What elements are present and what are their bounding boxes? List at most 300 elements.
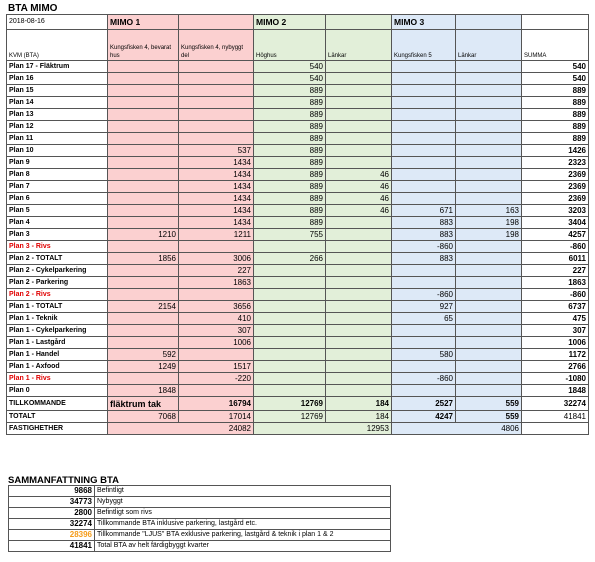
cell-c5: [392, 85, 456, 97]
cell-sum: 1172: [522, 349, 589, 361]
cell-c5: [392, 133, 456, 145]
cell-c6: [456, 277, 522, 289]
cell-c5: [392, 193, 456, 205]
cell-c5: -860: [392, 241, 456, 253]
cell-c5: [392, 145, 456, 157]
cell-sum: 2766: [522, 361, 589, 373]
cell-c2: 307: [179, 325, 254, 337]
row-label: TILLKOMMANDE: [7, 397, 108, 411]
group-mimo2: MIMO 2: [254, 15, 326, 30]
summary-row: [9, 519, 391, 530]
table-row: [7, 109, 589, 121]
cell-c6: 198: [456, 229, 522, 241]
cell-c2: [179, 85, 254, 97]
cell-c2: 227: [179, 265, 254, 277]
table-row: [7, 289, 589, 301]
tillkommande-row: [7, 397, 589, 411]
cell-c2: 537: [179, 145, 254, 157]
cell-c1: [108, 205, 179, 217]
row-label: Plan 2 - Rivs: [7, 289, 108, 301]
cell-sum: 6011: [522, 253, 589, 265]
cell-c1: [108, 337, 179, 349]
cell-c5: [392, 109, 456, 121]
table-row: [7, 325, 589, 337]
cell-empty: [522, 423, 589, 435]
cell-c4: [326, 133, 392, 145]
group-mimo3: MIMO 3: [392, 15, 456, 30]
cell-c4: [326, 361, 392, 373]
summary-value: 9868: [9, 486, 95, 497]
cell-c1: [108, 121, 179, 133]
cell-c2: [179, 121, 254, 133]
cell-sum: 889: [522, 109, 589, 121]
cell-sum: 475: [522, 313, 589, 325]
cell-c6: [456, 133, 522, 145]
cell-c6: [456, 157, 522, 169]
table-row: [7, 133, 589, 145]
group-mimo1: MIMO 1: [108, 15, 179, 30]
cell-c1: 1848: [108, 385, 179, 397]
table-row: [7, 205, 589, 217]
table-row: [7, 253, 589, 265]
row-label: Plan 1 - TOTALT: [7, 301, 108, 313]
fastigheter-row: [7, 423, 589, 435]
cell-c5: 65: [392, 313, 456, 325]
cell-c1: [108, 277, 179, 289]
summary-value: 34773: [9, 497, 95, 508]
cell-c6: [456, 385, 522, 397]
table-row: [7, 169, 589, 181]
cell-c6: [456, 301, 522, 313]
cell-c6: [456, 325, 522, 337]
cell-c3: 540: [254, 61, 326, 73]
cell-c5: 4247: [392, 411, 456, 423]
row-label: Plan 7: [7, 181, 108, 193]
table-row: [7, 181, 589, 193]
row-label: Plan 16: [7, 73, 108, 85]
cell-fastighet-3: 4806: [392, 423, 522, 435]
cell-sum: 1426: [522, 145, 589, 157]
row-label: Plan 2 - TOTALT: [7, 253, 108, 265]
row-label: Plan 1 - Teknik: [7, 313, 108, 325]
cell-c2: 1434: [179, 169, 254, 181]
summary-row: [9, 486, 391, 497]
cell-c2: 1434: [179, 217, 254, 229]
cell-c4: [326, 109, 392, 121]
cell-sum: 3203: [522, 205, 589, 217]
cell-c4: [326, 229, 392, 241]
cell-sum: 2369: [522, 193, 589, 205]
row-label: Plan 5: [7, 205, 108, 217]
cell-c3: 889: [254, 85, 326, 97]
row-label: Plan 17 - Fläktrum: [7, 61, 108, 73]
row-label: FASTIGHETHER: [7, 423, 108, 435]
cell-sum: 889: [522, 121, 589, 133]
cell-c2: [179, 133, 254, 145]
summary-value: 41841: [9, 541, 95, 552]
cell-sum: 227: [522, 265, 589, 277]
cell-sum: 4257: [522, 229, 589, 241]
cell-c4: [326, 217, 392, 229]
cell-c3: [254, 385, 326, 397]
cell-c4: [326, 373, 392, 385]
cell-c6: [456, 97, 522, 109]
cell-c2: -220: [179, 373, 254, 385]
cell-c1: [108, 325, 179, 337]
summary-row: [9, 497, 391, 508]
row-label: Plan 3: [7, 229, 108, 241]
cell-c3: [254, 313, 326, 325]
cell-c1: 1856: [108, 253, 179, 265]
cell-c4: [326, 157, 392, 169]
cell-c1: [108, 193, 179, 205]
column-header-row: [7, 30, 589, 61]
cell-c4: 184: [326, 397, 392, 411]
cell-c4: [326, 73, 392, 85]
cell-c3: [254, 289, 326, 301]
cell-c3: 12769: [254, 411, 326, 423]
cell-c6: [456, 373, 522, 385]
cell-c5: [392, 385, 456, 397]
cell-c3: [254, 265, 326, 277]
cell-c2: 16794: [179, 397, 254, 411]
cell-c4: [326, 325, 392, 337]
cell-c6: [456, 85, 522, 97]
table-row: [7, 337, 589, 349]
cell-c2: [179, 109, 254, 121]
cell-c1: [108, 217, 179, 229]
summary-text: Befintligt som rivs: [95, 508, 391, 519]
row-label: Plan 2 - Parkering: [7, 277, 108, 289]
cell-c2: 1006: [179, 337, 254, 349]
table-row: [7, 73, 589, 85]
cell-c1: [108, 73, 179, 85]
header-c5: Kungsfisken 5: [392, 30, 456, 61]
cell-c6: [456, 169, 522, 181]
cell-c5: [392, 157, 456, 169]
cell-c1: 7068: [108, 411, 179, 423]
header-c4: Länkar: [326, 30, 392, 61]
cell-c6: [456, 265, 522, 277]
cell-c1: [108, 289, 179, 301]
row-label: Plan 14: [7, 97, 108, 109]
cell-c2: [179, 61, 254, 73]
cell-fastighet-2: 12953: [254, 423, 392, 435]
cell-sum: 3404: [522, 217, 589, 229]
cell-c6: [456, 313, 522, 325]
cell-c4: 46: [326, 181, 392, 193]
row-label: Plan 8: [7, 169, 108, 181]
cell-c3: 889: [254, 205, 326, 217]
cell-c6: [456, 253, 522, 265]
cell-c5: 883: [392, 253, 456, 265]
cell-c3: [254, 361, 326, 373]
cell-c6: [456, 241, 522, 253]
cell-c6: 198: [456, 217, 522, 229]
cell-c2: 1434: [179, 193, 254, 205]
cell-c1: [108, 313, 179, 325]
cell-c1: [108, 61, 179, 73]
cell-c6: [456, 145, 522, 157]
cell-c6: 559: [456, 397, 522, 411]
cell-c5: [392, 73, 456, 85]
cell-c5: -860: [392, 289, 456, 301]
cell-c2: [179, 385, 254, 397]
row-label: Plan 13: [7, 109, 108, 121]
cell-c1: 2154: [108, 301, 179, 313]
cell-sum: 1006: [522, 337, 589, 349]
cell-c6: [456, 73, 522, 85]
header-c2: Kungsfisken 4, nybyggt del: [179, 30, 254, 61]
cell-c5: [392, 277, 456, 289]
cell-c2: 1434: [179, 157, 254, 169]
summary-text: Total BTA av helt färdigbyggt kvarter: [95, 541, 391, 552]
table-row: [7, 217, 589, 229]
cell-c1: [108, 157, 179, 169]
cell-c2: 1434: [179, 181, 254, 193]
table-row: [7, 373, 589, 385]
cell-sum: 2369: [522, 169, 589, 181]
cell-c4: [326, 121, 392, 133]
cell-c3: 889: [254, 145, 326, 157]
cell-c2: [179, 97, 254, 109]
header-sum: SUMMA: [522, 30, 589, 61]
row-label: Plan 12: [7, 121, 108, 133]
cell-c1: [108, 97, 179, 109]
cell-sum: 2369: [522, 181, 589, 193]
cell-c6: [456, 361, 522, 373]
cell-c4: [326, 241, 392, 253]
cell-c2: 1517: [179, 361, 254, 373]
cell-c5: [392, 61, 456, 73]
header-c1: Kungsfisken 4, bevarat hus: [108, 30, 179, 61]
cell-c1: [108, 85, 179, 97]
row-label: Plan 2 - Cykelparkering: [7, 265, 108, 277]
cell-c4: [326, 97, 392, 109]
cell-c5: 883: [392, 229, 456, 241]
cell-c1: [108, 265, 179, 277]
cell-c5: 927: [392, 301, 456, 313]
totalt-row: [7, 411, 589, 423]
cell-c3: 889: [254, 157, 326, 169]
table-row: [7, 241, 589, 253]
cell-c5: [392, 325, 456, 337]
summary-row: [9, 541, 391, 552]
cell-c3: 540: [254, 73, 326, 85]
cell-c2: [179, 73, 254, 85]
cell-c2: 1863: [179, 277, 254, 289]
cell-c4: 46: [326, 169, 392, 181]
cell-c5: [392, 181, 456, 193]
cell-c3: [254, 373, 326, 385]
table-row: [7, 61, 589, 73]
summary-text: Befintligt: [95, 486, 391, 497]
cell-c1: [108, 133, 179, 145]
summary-value: 28396: [9, 530, 95, 541]
cell-c5: [392, 361, 456, 373]
cell-sum: 540: [522, 73, 589, 85]
cell-c4: [326, 337, 392, 349]
page-title: BTA MIMO: [8, 3, 58, 14]
table-row: [7, 121, 589, 133]
row-label: Plan 1 - Rivs: [7, 373, 108, 385]
cell-sum: 889: [522, 133, 589, 145]
row-label: Plan 1 - Cykelparkering: [7, 325, 108, 337]
cell-c2: 410: [179, 313, 254, 325]
cell-c3: 889: [254, 133, 326, 145]
row-label: Plan 4: [7, 217, 108, 229]
cell-c1: [108, 181, 179, 193]
cell-c5: [392, 337, 456, 349]
cell-c3: 889: [254, 97, 326, 109]
bta-table: [6, 14, 589, 435]
cell-c3: [254, 301, 326, 313]
cell-c1: 1249: [108, 361, 179, 373]
table-row: [7, 157, 589, 169]
summary-text: Tillkommande BTA inklusive parkering, lastgård etc.: [95, 519, 391, 530]
cell-c6: 163: [456, 205, 522, 217]
cell-c4: [326, 301, 392, 313]
cell-c4: [326, 85, 392, 97]
cell-c6: [456, 289, 522, 301]
cell-c3: [254, 241, 326, 253]
row-label: Plan 1 - Lastgård: [7, 337, 108, 349]
cell-c1: [108, 373, 179, 385]
header-c3: Höghus: [254, 30, 326, 61]
cell-c4: [326, 313, 392, 325]
date-cell: 2018-08-16: [7, 15, 108, 30]
row-label: Plan 0: [7, 385, 108, 397]
cell-sum: 1863: [522, 277, 589, 289]
cell-c2: 3006: [179, 253, 254, 265]
summary-value: 2800: [9, 508, 95, 519]
cell-c1: 1210: [108, 229, 179, 241]
table-row: [7, 85, 589, 97]
cell-c3: [254, 349, 326, 361]
table-row: [7, 229, 589, 241]
summary-text: Nybyggt: [95, 497, 391, 508]
group-header-row: [7, 15, 589, 30]
cell-c3: 889: [254, 193, 326, 205]
cell-c4: [326, 265, 392, 277]
row-label: TOTALT: [7, 411, 108, 423]
row-label: Plan 11: [7, 133, 108, 145]
cell-c5: 883: [392, 217, 456, 229]
summary-value: 32274: [9, 519, 95, 530]
cell-c3: 266: [254, 253, 326, 265]
header-label: KVM (BTA): [7, 30, 108, 61]
table-row: [7, 193, 589, 205]
cell-c3: [254, 337, 326, 349]
cell-c6: [456, 61, 522, 73]
table-row: [7, 361, 589, 373]
cell-sum: 889: [522, 85, 589, 97]
cell-c5: [392, 169, 456, 181]
cell-c6: [456, 109, 522, 121]
cell-c4: [326, 349, 392, 361]
table-row: [7, 301, 589, 313]
table-row: [7, 97, 589, 109]
cell-c4: [326, 145, 392, 157]
cell-c1: [108, 241, 179, 253]
summary-title: SAMMANFATTNING BTA: [8, 475, 119, 486]
cell-sum: 307: [522, 325, 589, 337]
header-c6: Länkar: [456, 30, 522, 61]
cell-c2: [179, 289, 254, 301]
cell-c6: [456, 181, 522, 193]
cell-c1: [108, 169, 179, 181]
cell-c1: 592: [108, 349, 179, 361]
cell-fastighet-1: 24082: [108, 423, 254, 435]
cell-c4: [326, 253, 392, 265]
cell-c3: 889: [254, 109, 326, 121]
row-label: Plan 1 - Axfood: [7, 361, 108, 373]
table-row: [7, 385, 589, 397]
cell-c2: 1211: [179, 229, 254, 241]
cell-c6: [456, 193, 522, 205]
table-row: [7, 265, 589, 277]
cell-c5: -860: [392, 373, 456, 385]
cell-c3: 889: [254, 217, 326, 229]
cell-c6: [456, 121, 522, 133]
cell-c2: 1434: [179, 205, 254, 217]
row-label: Plan 3 - Rivs: [7, 241, 108, 253]
cell-c3: 889: [254, 169, 326, 181]
cell-sum: 889: [522, 97, 589, 109]
cell-sum: 2323: [522, 157, 589, 169]
table-row: [7, 313, 589, 325]
summary-row: [9, 530, 391, 541]
table-row: [7, 145, 589, 157]
summary-row: [9, 508, 391, 519]
cell-c4: 46: [326, 205, 392, 217]
row-label: Plan 15: [7, 85, 108, 97]
cell-c3: 889: [254, 181, 326, 193]
cell-c4: [326, 277, 392, 289]
row-label: Plan 9: [7, 157, 108, 169]
table-row: [7, 277, 589, 289]
cell-c5: [392, 121, 456, 133]
cell-c6: 559: [456, 411, 522, 423]
cell-sum: 540: [522, 61, 589, 73]
cell-c1: fläktrum tak: [108, 397, 179, 411]
table-row: [7, 349, 589, 361]
cell-c6: [456, 337, 522, 349]
cell-c5: 580: [392, 349, 456, 361]
cell-c3: 12769: [254, 397, 326, 411]
row-label: Plan 10: [7, 145, 108, 157]
cell-sum: 6737: [522, 301, 589, 313]
cell-sum: 32274: [522, 397, 589, 411]
cell-c4: [326, 61, 392, 73]
cell-c5: [392, 97, 456, 109]
cell-c4: 46: [326, 193, 392, 205]
cell-c3: 755: [254, 229, 326, 241]
row-label: Plan 1 - Handel: [7, 349, 108, 361]
summary-text: Tillkommande "LJUS" BTA exklusive parkering, lastgård & teknik i plan 1 & 2: [95, 530, 391, 541]
cell-c1: [108, 145, 179, 157]
cell-c5: 2527: [392, 397, 456, 411]
cell-c6: [456, 349, 522, 361]
cell-sum: -860: [522, 289, 589, 301]
cell-c4: [326, 289, 392, 301]
cell-c5: [392, 265, 456, 277]
cell-c2: 17014: [179, 411, 254, 423]
cell-c3: [254, 277, 326, 289]
cell-c2: [179, 241, 254, 253]
cell-c4: [326, 385, 392, 397]
cell-sum: 41841: [522, 411, 589, 423]
